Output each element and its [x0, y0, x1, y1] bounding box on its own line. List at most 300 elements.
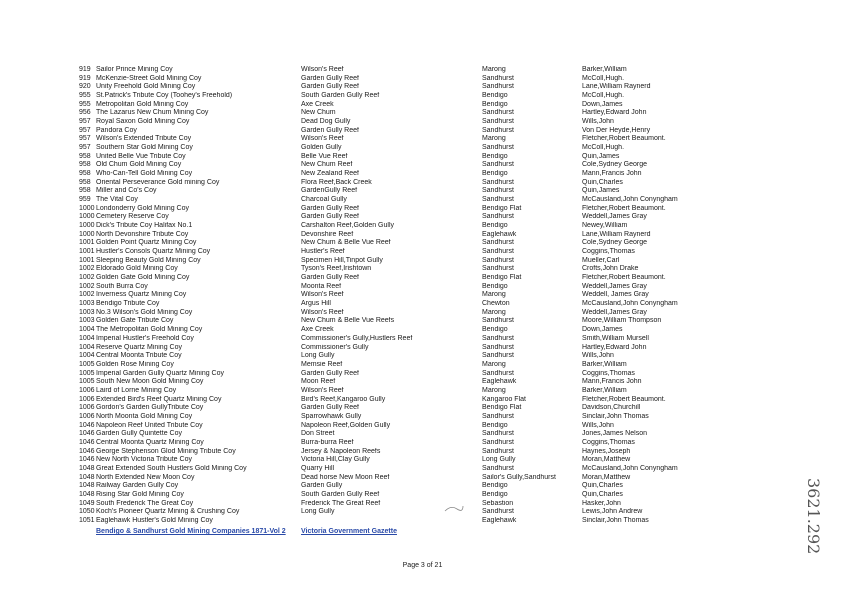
register-number: 957	[79, 126, 91, 134]
table-row	[0, 153, 845, 162]
table-row	[0, 422, 845, 431]
register-number: 1002	[79, 282, 95, 290]
table-row	[0, 135, 845, 144]
registered-person: Weddell,James Gray	[582, 308, 647, 316]
district: Bendigo Flat	[482, 204, 522, 212]
table-row	[0, 413, 845, 422]
register-number: 919	[79, 74, 91, 82]
district: Sandhurst	[482, 178, 514, 186]
register-number: 958	[79, 161, 91, 169]
page-number: Page 3 of 21	[402, 562, 443, 569]
register-number: 957	[79, 144, 91, 152]
registered-person: Fletcher,Robert Beaumont.	[582, 135, 666, 143]
district: Sandhurst	[482, 343, 514, 351]
table-row	[0, 265, 845, 274]
table-row	[0, 396, 845, 405]
register-number: 958	[79, 170, 91, 178]
reef-location: New Chum Reef	[301, 161, 353, 169]
company-name: Sailor Prince Mining Coy	[96, 66, 173, 73]
table-row	[0, 187, 845, 196]
district: Bendigo Flat	[482, 274, 522, 282]
table-row	[0, 326, 845, 335]
district: Eaglehawk	[482, 230, 517, 238]
table-row	[0, 239, 845, 248]
table-row	[0, 161, 845, 170]
register-number: 1048	[79, 482, 95, 490]
district: Marong	[482, 308, 506, 316]
register-number: 1046	[79, 456, 95, 464]
reef-location: Frederick The Great Reef	[301, 499, 381, 507]
district: Sailor's Gully,Sandhurst	[482, 473, 556, 481]
company-name: Inverness Quartz Mining Coy	[96, 291, 187, 299]
table-row	[0, 370, 845, 379]
registered-person: Lewis,John Andrew	[582, 508, 643, 516]
register-number: 1051	[79, 516, 95, 524]
registered-person: Sinclair,John Thomas	[582, 412, 649, 420]
company-name: Bendigo Tribute Coy	[96, 300, 160, 308]
register-number: 1001	[79, 256, 95, 264]
registered-person: Sinclair,John Thomas	[582, 516, 649, 524]
district: Marong	[482, 135, 506, 143]
reef-location: Dead Dog Gully	[301, 118, 351, 126]
district: Eaglehawk	[482, 516, 517, 524]
table-row	[0, 439, 845, 448]
registered-person: Cole,Sydney George	[582, 239, 647, 247]
district: Bendigo	[482, 170, 508, 178]
table-row	[0, 482, 845, 491]
table-row	[0, 352, 845, 361]
company-name: George Stephenson Glod Mining Tribute Coy	[96, 447, 236, 455]
table-row	[0, 170, 845, 179]
company-name: No.3 Wilson's Gold Mining Coy	[96, 308, 193, 316]
registered-person: Down,James	[582, 326, 623, 334]
registered-person: Hasker,John	[582, 499, 621, 507]
district: Sandhurst	[482, 256, 514, 264]
table-row	[0, 361, 845, 370]
company-name: Koch's Pioneer Quartz Mining & Crushing Coy	[96, 508, 240, 516]
reef-location: New Chum & Belle Vue Reefs	[301, 317, 395, 325]
district: Bendigo Flat	[482, 404, 522, 412]
registered-person: Hartley,Edward John	[582, 343, 647, 351]
reef-location: Moon Reef	[301, 378, 336, 386]
registered-person: Moore,William Thompson	[582, 317, 662, 325]
reef-location: New Chum	[301, 109, 336, 117]
table-row	[0, 83, 845, 92]
company-name: United Belle Vue Tribute Coy	[96, 152, 186, 160]
reef-location: Axe Creek	[301, 100, 334, 108]
company-name: Golden Rose Mining Coy	[96, 360, 174, 368]
registered-person: Wills,John	[582, 118, 614, 126]
reef-location: Devonshire Reef	[301, 230, 354, 238]
register-number: 1000	[79, 204, 95, 212]
district: Sandhurst	[482, 508, 514, 516]
company-name: Imperial Garden Gully Quartz Mining Coy	[96, 369, 224, 377]
table-row	[0, 500, 845, 509]
table-row	[0, 66, 845, 75]
reef-location: Tyson's Reef,Irishtown	[301, 265, 372, 273]
reef-location: GardenGully Reef	[301, 187, 358, 195]
district: Sandhurst	[482, 352, 514, 360]
register-number: 957	[79, 135, 91, 143]
reef-location: Napoleon Reef,Golden Gully	[301, 421, 391, 429]
company-name: Unity Freehold Gold Mining Coy	[96, 83, 196, 91]
registered-person: Mann,Francis John	[582, 170, 642, 178]
company-name: Napoleon Reef United Tribute Coy	[96, 421, 203, 429]
registered-person: Crofts,John Drake	[582, 265, 639, 273]
register-number: 1004	[79, 343, 95, 351]
register-number: 1048	[79, 464, 95, 472]
registered-person: Wills,John	[582, 421, 614, 429]
register-number: 1000	[79, 213, 95, 221]
reef-location: Commissioner's Gully	[301, 343, 369, 351]
reef-location: Memsie Reef	[301, 360, 343, 368]
registered-person: Quin,Charles	[582, 482, 623, 490]
table-row	[0, 127, 845, 136]
reef-location: New Chum & Belle Vue Reef	[301, 239, 391, 247]
table-row	[0, 205, 845, 214]
reef-location: Wilson's Reef	[301, 308, 344, 316]
table-row	[0, 465, 845, 474]
reef-location: Charcoal Gully	[301, 196, 347, 204]
reef-location: Garden Gully Reef	[301, 74, 359, 82]
registered-person: Newey,William	[582, 222, 628, 230]
company-name: North Moonta Gold Mining Coy	[96, 412, 193, 420]
reef-location: Golden Gully	[301, 144, 342, 152]
table-row	[0, 75, 845, 84]
register-number: 1002	[79, 265, 95, 273]
reef-location: Wilson's Reef	[301, 291, 344, 299]
reef-location: Argus Hill	[301, 300, 331, 308]
company-name: Wilson's Extended Tribute Coy	[96, 135, 192, 143]
table-row	[0, 257, 845, 266]
district: Marong	[482, 291, 506, 299]
district: Sandhurst	[482, 213, 514, 221]
company-name: Central Moonta Tribute Coy	[96, 352, 182, 360]
registered-person: Quin,James	[582, 187, 620, 195]
registered-person: Quin,Charles	[582, 490, 623, 498]
company-name: Golden Gate Tribute Coy	[96, 317, 174, 325]
company-name: Eaglehawk Hustler's Gold Mining Coy	[96, 516, 213, 524]
reef-location: Sparrowhawk Gully	[301, 412, 362, 420]
registered-person: Barker,William	[582, 386, 627, 394]
table-row	[0, 317, 845, 326]
reef-location: Burra-burra Reef	[301, 438, 354, 446]
company-name: South Burra Coy	[96, 282, 148, 290]
table-row	[0, 109, 845, 118]
register-number: 1006	[79, 404, 95, 412]
pen-mark-icon	[443, 503, 465, 513]
company-name: Oriental Perseverance Gold mining Coy	[96, 178, 220, 186]
reef-location: Garden Gully Reef	[301, 126, 359, 134]
company-name: McKenzie-Street Gold Mining Coy	[96, 74, 202, 82]
register-number: 958	[79, 178, 91, 186]
district: Sebastion	[482, 499, 514, 507]
register-number: 958	[79, 187, 91, 195]
source-title: Bendigo & Sandhurst Gold Mining Companies 1871-Vol 2	[96, 528, 286, 535]
table-row	[0, 222, 845, 231]
reef-location: Long Gully	[301, 508, 335, 516]
table-row	[0, 335, 845, 344]
company-name: North Extended New Moon Coy	[96, 473, 195, 481]
district: Sandhurst	[482, 126, 514, 134]
reef-location: Wilson's Reef	[301, 386, 344, 394]
reef-location: Garden Gully Reef	[301, 83, 359, 91]
registered-person: Coggins,Thomas	[582, 248, 635, 256]
registered-person: Weddell,James Gray	[582, 213, 647, 221]
district: Bendigo	[482, 92, 508, 100]
registered-person: Von Der Heyde,Henry	[582, 126, 651, 134]
reef-location: Hustler's Reef	[301, 248, 345, 256]
register-number: 1046	[79, 438, 95, 446]
company-name: South New Moon Gold Mining Coy	[96, 378, 204, 386]
register-number: 1006	[79, 386, 95, 394]
district: Eaglehawk	[482, 378, 517, 386]
registered-person: McColl,Hugh.	[582, 74, 625, 82]
district: Bendigo	[482, 282, 508, 290]
reef-location: Garden Gully Reef	[301, 213, 359, 221]
registered-person: McColl,Hugh.	[582, 144, 625, 152]
district: Sandhurst	[482, 369, 514, 377]
company-name: Garden Gully Quintette Coy	[96, 430, 182, 438]
company-name: Metropolitan Gold Mining Coy	[96, 100, 189, 108]
company-name: The Vital Coy	[96, 196, 138, 204]
company-name: St.Patrick's Tribute Coy (Toohey's Freehold)	[96, 92, 233, 100]
table-row	[0, 283, 845, 292]
company-name: Eldorado Gold Mining Coy	[96, 265, 178, 273]
registered-person: Fletcher,Robert Beaumont.	[582, 204, 666, 212]
register-number: 1005	[79, 360, 95, 368]
reef-location: New Zealand Reef	[301, 170, 359, 178]
registered-person: Jones,James Nelson	[582, 430, 647, 438]
district: Bendigo	[482, 222, 508, 230]
table-row	[0, 344, 845, 353]
registered-person: Weddell,James Gray	[582, 282, 647, 290]
company-name: Great Extended South Hustlers Gold Mining Coy	[96, 464, 247, 472]
registered-person: Coggins,Thomas	[582, 369, 635, 377]
company-name: Miller and Co's Coy	[96, 187, 157, 195]
register-number: 1002	[79, 274, 95, 282]
company-name: North Devonshire Tribute Coy	[96, 230, 189, 238]
district: Sandhurst	[482, 265, 514, 273]
registered-person: Down,James	[582, 100, 623, 108]
register-number: 959	[79, 196, 91, 204]
register-number: 1049	[79, 499, 95, 507]
reef-location: Garden Gully Reef	[301, 204, 359, 212]
district: Sandhurst	[482, 83, 514, 91]
company-name: Central Moonta Quartz Mining Coy	[96, 438, 204, 446]
registered-person: Davidson,Churchill	[582, 404, 641, 412]
registered-person: Moran,Matthew	[582, 456, 631, 464]
register-number: 1006	[79, 395, 95, 403]
register-number: 1046	[79, 447, 95, 455]
table-row	[0, 118, 845, 127]
company-name: Reserve Quartz Mining Coy	[96, 343, 182, 351]
register-number: 1003	[79, 317, 95, 325]
table-row	[0, 196, 845, 205]
handwritten-reference-note	[802, 478, 824, 573]
district: Bendigo	[482, 326, 508, 334]
table-row	[0, 179, 845, 188]
company-name: Imperial Hustler's Freehold Coy	[96, 334, 194, 342]
table-row	[0, 517, 845, 526]
register-number: 1048	[79, 473, 95, 481]
district: Sandhurst	[482, 196, 514, 204]
company-name: Southern Star Gold Mining Coy	[96, 144, 193, 152]
company-name: Gordon's Garden GullyTribute Coy	[96, 404, 204, 412]
reef-location: Wilson's Reef	[301, 66, 344, 73]
district: Sandhurst	[482, 430, 514, 438]
company-name: Railway Garden Gully Coy	[96, 482, 179, 490]
registered-person: Mann,Francis John	[582, 378, 642, 386]
district: Marong	[482, 386, 506, 394]
district: Marong	[482, 360, 506, 368]
table-row	[0, 309, 845, 318]
registered-person: Barker,William	[582, 66, 627, 73]
registered-person: McColl,Hugh.	[582, 92, 625, 100]
table-row	[0, 101, 845, 110]
reef-location: Specimen Hill,Tinpot Gully	[301, 256, 383, 264]
reef-location: Garden Gully	[301, 482, 343, 490]
register-number: 1048	[79, 490, 95, 498]
district: Long Gully	[482, 456, 516, 464]
register-number: 1003	[79, 308, 95, 316]
registered-person: McCausland,John Conyngham	[582, 300, 678, 308]
district: Sandhurst	[482, 317, 514, 325]
register-number: 957	[79, 118, 91, 126]
company-name: Hustler's Consols Quartz Mining Coy	[96, 248, 211, 256]
reef-location: Garden Gully Reef	[301, 274, 359, 282]
district: Sandhurst	[482, 334, 514, 342]
reef-location: Commissioner's Gully,Hustlers Reef	[301, 334, 413, 342]
reef-location: Garden Gully Reef	[301, 369, 359, 377]
company-register-table	[0, 66, 845, 526]
register-number: 1002	[79, 291, 95, 299]
reef-location: Flora Reef,Back Creek	[301, 178, 372, 186]
table-row	[0, 291, 845, 300]
register-number: 1004	[79, 334, 95, 342]
reef-location: Bird's Reef,Kangaroo Gully	[301, 395, 386, 403]
registered-person: Fletcher,Robert Beaumont.	[582, 274, 666, 282]
company-name: Royal Saxon Gold Mining Coy	[96, 118, 190, 126]
reef-location: Quarry Hill	[301, 464, 335, 472]
company-name: Londonderry Gold Mining Coy	[96, 204, 189, 212]
register-number: 919	[79, 66, 91, 73]
district: Bendigo	[482, 421, 508, 429]
registered-person: Lane,William Raynerd	[582, 83, 651, 91]
table-row	[0, 378, 845, 387]
registered-person: Weddell, James Gray	[582, 291, 649, 299]
register-number: 956	[79, 109, 91, 117]
table-row	[0, 92, 845, 101]
table-row	[0, 144, 845, 153]
reef-location: Victoria Hill,Clay Gully	[301, 456, 370, 464]
registered-person: Fletcher,Robert Beaumont.	[582, 395, 666, 403]
district: Bendigo	[482, 152, 508, 160]
registered-person: Hartley,Edward John	[582, 109, 647, 117]
district: Sandhurst	[482, 438, 514, 446]
register-number: 1004	[79, 352, 95, 360]
table-row	[0, 213, 845, 222]
table-row	[0, 491, 845, 500]
reef-location: Wilson's Reef	[301, 135, 344, 143]
district: Chewton	[482, 300, 510, 308]
reef-location: Axe Creek	[301, 326, 334, 334]
district: Sandhurst	[482, 161, 514, 169]
district: Sandhurst	[482, 109, 514, 117]
register-number: 958	[79, 152, 91, 160]
registered-person: Barker,William	[582, 360, 627, 368]
reef-location: Carshalton Reef,Golden Gully	[301, 222, 394, 230]
table-row	[0, 508, 845, 517]
district: Sandhurst	[482, 118, 514, 126]
company-name: Rising Star Gold Mining Coy	[96, 490, 184, 498]
registered-person: McCausland,John Conyngham	[582, 196, 678, 204]
registered-person: Cole,Sydney George	[582, 161, 647, 169]
register-number: 1000	[79, 222, 95, 230]
registered-person: Quin,Charles	[582, 178, 623, 186]
district: Sandhurst	[482, 447, 514, 455]
register-number: 920	[79, 83, 91, 91]
district: Sandhurst	[482, 412, 514, 420]
district: Bendigo	[482, 490, 508, 498]
district: Sandhurst	[482, 464, 514, 472]
reef-location: Garden Gully Reef	[301, 404, 359, 412]
district: Bendigo	[482, 100, 508, 108]
company-name: Golden Gate Gold Mining Coy	[96, 274, 190, 282]
district: Sandhurst	[482, 144, 514, 152]
table-row	[0, 300, 845, 309]
table-row	[0, 274, 845, 283]
district: Sandhurst	[482, 239, 514, 247]
table-row	[0, 430, 845, 439]
table-row	[0, 404, 845, 413]
district: Marong	[482, 66, 506, 73]
registered-person: Coggins,Thomas	[582, 438, 635, 446]
company-name: The Metropolitan Gold Mining Coy	[96, 326, 203, 334]
company-name: Sleeping Beauty Gold Mining Coy	[96, 256, 201, 264]
district: Sandhurst	[482, 74, 514, 82]
company-name: South Frederick The Great Coy	[96, 499, 194, 507]
company-name: New North Victoria Tribute Coy	[96, 456, 192, 464]
company-name: The Lazarus New Chum Mining Coy	[96, 109, 209, 117]
table-row	[0, 474, 845, 483]
register-number: 1001	[79, 248, 95, 256]
registered-person: Moran,Matthew	[582, 473, 631, 481]
register-number: 1003	[79, 300, 95, 308]
register-number: 1050	[79, 508, 95, 516]
register-number: 1006	[79, 412, 95, 420]
table-row	[0, 456, 845, 465]
register-number: 1046	[79, 430, 95, 438]
company-name: Golden Point Quartz Mining Coy	[96, 239, 197, 247]
company-name: Pandora Coy	[96, 126, 137, 134]
registered-person: Haynes,Joseph	[582, 447, 631, 455]
reef-location: Don Street	[301, 430, 335, 438]
district: Bendigo	[482, 482, 508, 490]
table-row	[0, 231, 845, 240]
table-row	[0, 387, 845, 396]
table-row	[0, 448, 845, 457]
reef-location: Belle Vue Reef	[301, 152, 348, 160]
company-name: Laird of Lorne Mining Coy	[96, 386, 177, 394]
register-number: 1001	[79, 239, 95, 247]
register-number: 1005	[79, 378, 95, 386]
company-name: Dick's Tribute Coy Halifax No.1	[96, 222, 193, 230]
company-name: Who-Can-Tell Gold Mining Coy	[96, 170, 193, 178]
register-number: 1004	[79, 326, 95, 334]
registered-person: McCausland,John Conyngham	[582, 464, 678, 472]
company-name: Old Chum Gold Mining Coy	[96, 161, 182, 169]
